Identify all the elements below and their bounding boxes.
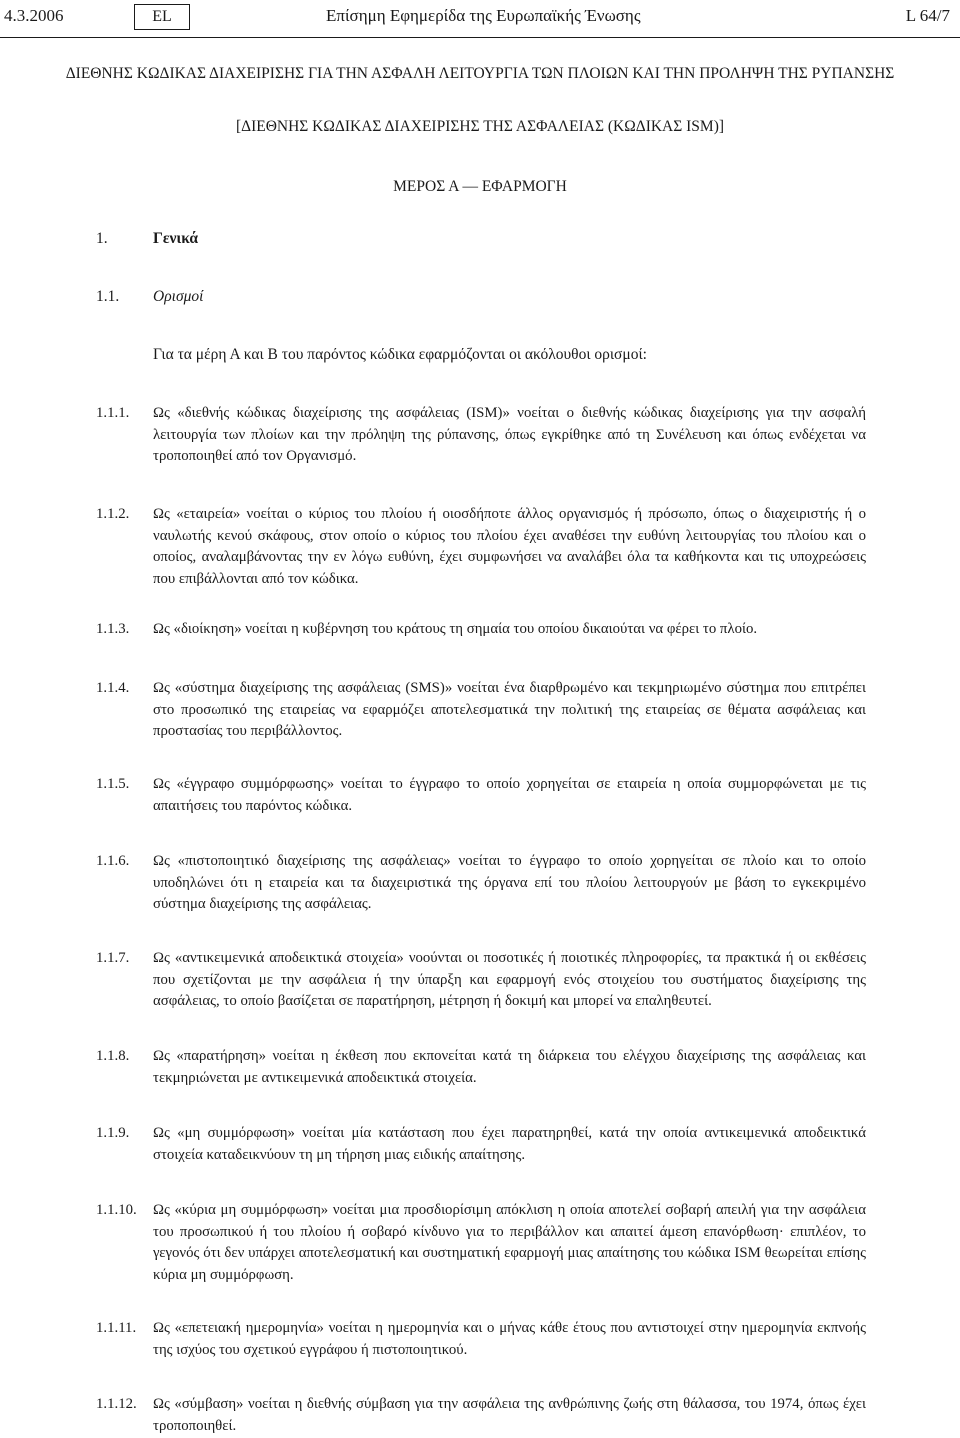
definition-text: Ως «έγγραφο συμμόρφωσης» νοείται το έγγραφο το οποίο χορηγείται σε εταιρεία η οποία συμμορφώνεται με τις απαιτήσεις του παρόντος κώδικα.: [153, 776, 866, 814]
definition-1-1-9: [96, 1123, 866, 1166]
definition-1-1-2: [96, 504, 866, 590]
definition-number: 1.1.2.: [96, 506, 130, 522]
definition-number: 1.1.10.: [96, 1202, 137, 1218]
section-label: Ορισμοί: [153, 288, 204, 305]
definition-text: Ως «διεθνής κώδικας διαχείρισης της ασφάλειας (ISM)» νοείται ο διεθνής κώδικας διαχείρισης για την ασφαλή λειτουργία των πλοίων και την πρόληψη της ρύπανσης, όπως εγκρίθηκε από τη Συνέλευση και όπως ενδέχεται να τροποποιηθεί από τον Οργανισμό.: [153, 405, 866, 464]
definition-number: 1.1.6.: [96, 853, 130, 869]
definition-1-1-12: [96, 1394, 866, 1437]
document-title: ΔΙΕΘΝΗΣ ΚΩΔΙΚΑΣ ΔΙΑΧΕΙΡΙΣΗΣ ΓΙΑ ΤΗΝ ΑΣΦΑΛΗ ΛΕΙΤΟΥΡΓΙΑ ΤΩΝ ΠΛΟΙΩΝ ΚΑΙ ΤΗΝ ΠΡΟΛΗΨΗ ΤΗΣ ΡΥΠΑΝΣΗΣ: [65, 65, 895, 82]
language-code-box: EL: [134, 4, 190, 30]
definition-text: Ως «παρατήρηση» νοείται η έκθεση που εκπονείται κατά τη διάρκεια του ελέγχου διαχείρισης της ασφάλειας και τεκμηριώνεται με αντικειμενικά αποδεικτικά στοιχεία.: [153, 1048, 866, 1086]
definition-number: 1.1.11.: [96, 1320, 137, 1336]
definition-1-1-3: [96, 619, 866, 641]
issue-date: 4.3.2006: [4, 6, 64, 25]
definition-number: 1.1.3.: [96, 621, 130, 637]
definition-1-1-1: [96, 403, 866, 468]
page-header: [0, 0, 960, 38]
section-number: 1.1.: [96, 288, 120, 305]
definition-text: Ως «σύμβαση» νοείται η διεθνής σύμβαση για την ασφάλεια της ανθρώπινης ζωής στη θάλασσα, του 1974, όπως έχει τροποποιηθεί.: [153, 1396, 866, 1434]
definition-text: Ως «διοίκηση» νοείται η κυβέρνηση του κράτους τη σημαία του οποίου δικαιούται να φέρει το πλοίο.: [153, 621, 758, 637]
header-rule: [0, 37, 960, 38]
section-number: 1.: [96, 230, 108, 247]
definition-text: Ως «πιστοποιητικό διαχείρισης της ασφάλειας» νοείται το έγγραφο το οποίο χορηγείται σε πλοίο και το οποίο υποδηλώνει ότι η εταιρεία και τα διαχειριστικά της όργανα επί του πλοίου λειτουργούν με βάση το εγκεκριμένο σύστημα διαχείρισης της ασφάλειας.: [153, 853, 866, 912]
definition-1-1-5: [96, 774, 866, 817]
definition-number: 1.1.5.: [96, 776, 130, 792]
part-heading: ΜΕΡΟΣ Α — ΕΦΑΡΜΟΓΗ: [393, 178, 567, 195]
section-label: Γενικά: [153, 230, 199, 247]
definition-text: Ως «σύστημα διαχείρισης της ασφάλειας (SMS)» νοείται ένα διαρθρωμένο και τεκμηριωμένο σύστημα που επιτρέπει στο προσωπικό της εταιρείας να εφαρμόζει αποτελεσματικά την πολιτική της εταιρείας σε θέματα ασφάλειας και προστασίας του περιβάλλοντος.: [153, 680, 866, 739]
definition-number: 1.1.12.: [96, 1396, 137, 1412]
definition-text: Ως «αντικειμενικά αποδεικτικά στοιχεία» νοούνται οι ποσοτικές ή ποιοτικές πληροφορίες, τα πρακτικά ή οι εκθέσεις που σχετίζονται με την ασφάλεια ή την ύπαρξη και εφαρμογή ενός στοιχείου του συστήματος διαχείρισης της ασφάλειας, το οποίο βασίζεται σε παρατήρηση, μέτρηση ή δοκιμή και μπορεί να επαληθευτεί.: [153, 950, 866, 1009]
definition-1-1-11: [96, 1318, 866, 1361]
definition-number: 1.1.1.: [96, 405, 130, 421]
definition-text: Ως «μη συμμόρφωση» νοείται μία κατάσταση που έχει παρατηρηθεί, κατά την οποία αντικειμενικά αποδεικτικά στοιχεία καταδεικνύουν τη μη τήρηση μιας ειδικής απαίτησης.: [153, 1125, 866, 1163]
definition-number: 1.1.9.: [96, 1125, 130, 1141]
definition-number: 1.1.4.: [96, 680, 130, 696]
intro-paragraph: Για τα μέρη Α και Β του παρόντος κώδικα εφαρμόζονται οι ακόλουθοι ορισμοί:: [153, 346, 647, 363]
document-subtitle: [ΔΙΕΘΝΗΣ ΚΩΔΙΚΑΣ ΔΙΑΧΕΙΡΙΣΗΣ ΤΗΣ ΑΣΦΑΛΕΙΑΣ (ΚΩΔΙΚΑΣ ISM)]: [235, 118, 725, 135]
definition-number: 1.1.8.: [96, 1048, 130, 1064]
definition-text: Ως «επετειακή ημερομηνία» νοείται η ημερομηνία και ο μήνας κάθε έτους που αντιστοιχεί στην ημερομηνία εκπνοής της ισχύος του σχετικού εγγράφου ή πιστοποιητικού.: [153, 1320, 866, 1358]
journal-title: Επίσημη Εφημερίδα της Ευρωπαϊκής Ένωσης: [326, 6, 641, 25]
definition-1-1-4: [96, 678, 866, 743]
definition-text: Ως «εταιρεία» νοείται ο κύριος του πλοίου ή οιοσδήποτε άλλος οργανισμός ή πρόσωπο, όπως ο διαχειριστής ή ο ναυλωτής κενού σκάφους, στον οποίο ο κύριος του πλοίου έχει αναθέσει την ευθύνη λειτουργίας του πλοίου και ο οποίος, αναλαμβάνοντας την εν λόγω ευθύνη, έχει συμφωνήσει να αναλάβει όλα τα καθήκοντα και τις υποχρεώσεις που επιβάλλονται από τον κώδικα.: [153, 506, 866, 587]
definition-number: 1.1.7.: [96, 950, 130, 966]
definition-1-1-8: [96, 1046, 866, 1089]
definition-1-1-10: [96, 1200, 866, 1286]
page-reference: L 64/7: [905, 6, 950, 25]
definition-1-1-6: [96, 851, 866, 916]
definition-text: Ως «κύρια μη συμμόρφωση» νοείται μια προσδιορίσιμη απόκλιση η οποία αποτελεί σοβαρή απειλή για την ασφάλεια του προσωπικού ή του πλοίου ή σοβαρό κίνδυνο για το περιβάλλον και απαιτεί άμεση επανόρθωση· επιπλέον, το γεγονός ότι δεν υπάρχει αποτελεσματική και συστηματική εφαρμογή μιας απαίτησης του κώδικα ISM θεωρείται επίσης κύρια μη συμμόρφωση.: [153, 1202, 866, 1283]
definition-1-1-7: [96, 948, 866, 1013]
